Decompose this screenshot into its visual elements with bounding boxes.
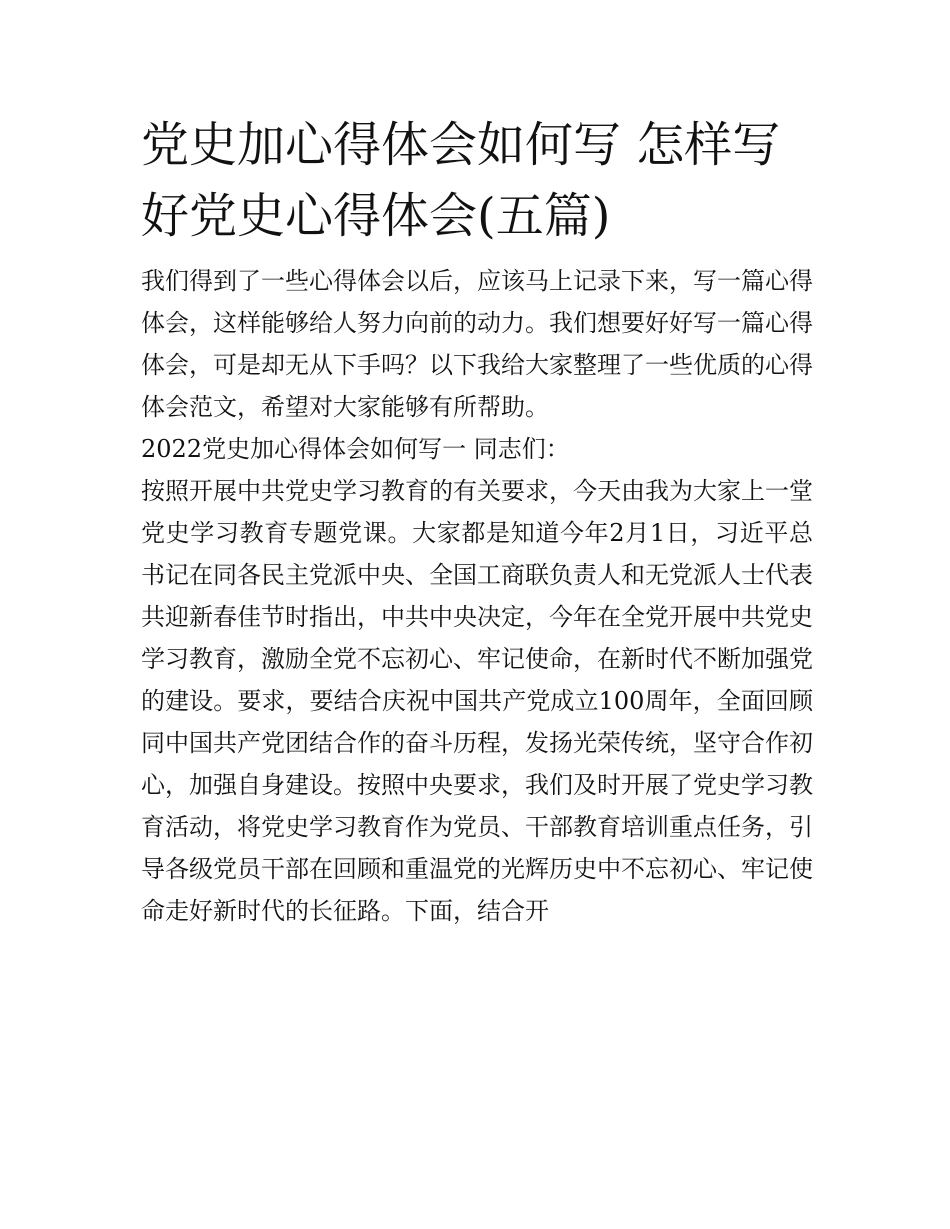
document-body <box>141 110 813 932</box>
intro-paragraph: 我们得到了一些心得体会以后，应该马上记录下来，写一篇心得体会，这样能够给人努力向前的动力。我们想要好好写一篇心得体会，可是却无从下手吗？以下我给大家整理了一些优质的心得体会范文，希望对大家能够有所帮助。 <box>141 267 813 421</box>
document-title: 党史加心得体会如何写 怎样写好党史心得体会(五篇) <box>141 117 781 244</box>
body-paragraph: 按照开展中共党史学习教育的有关要求，今天由我为大家上一堂党史学习教育专题党课。大家都是知道今年2月1日，习近平总书记在同各民主党派中央、全国工商联负责人和无党派人士代表共迎新春佳节时指出，中共中央决定，今年在全党开展中共党史学习教育，激励全党不忘初心、牢记使命，在新时代不断加强党的建设。要求，要结合庆祝中国共产党成立100周年，全面回顾同中国共产党团结合作的奋斗历程，发扬光荣传统，坚守合作初心，加强自身建设。按照中央要求，我们及时开展了党史学习教育活动，将党史学习教育作为党员、干部教育培训重点任务，引导各级党员干部在回顾和重温党的光辉历史中不忘初心、牢记使命走好新时代的长征路。下面，结合开 <box>141 477 813 925</box>
section-heading-paragraph: 2022党史加心得体会如何写一 同志们： <box>141 435 570 463</box>
